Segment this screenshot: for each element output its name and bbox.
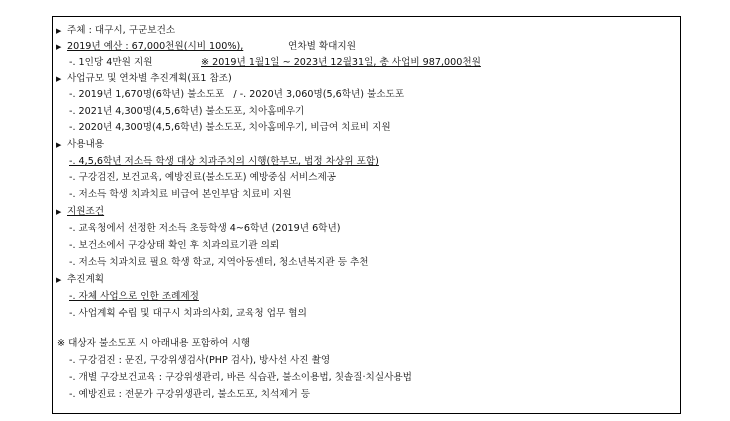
conditions-item-1: -. 교육청에서 선정한 저소득 초등학생 4~6학년 (2019년 6학년): [69, 223, 341, 234]
bullet-marker: ▶: [56, 27, 62, 35]
note-item-3: -. 예방진료 : 전문가 구강위생관리, 불소도포, 치석제거 등: [69, 389, 311, 400]
conditions-item-2: -. 보건소에서 구강상태 확인 후 치과의료기관 의뢰: [69, 240, 280, 251]
note-heading: ※ 대상자 불소도포 시 아래내용 포함하여 시행: [57, 338, 251, 349]
plan-heading: 추진계획: [67, 274, 105, 285]
scale-item-1: -. 2019년 1,670명(6학년) 불소도포 / -. 2020년 3,060명(5,6학년) 불소도포: [69, 89, 405, 100]
bullet-marker: ▶: [56, 141, 62, 149]
budget-line-underlined: 2019년 예산 : 67,000천원(시비 100%),: [67, 41, 244, 52]
conditions-item-3: -. 저소득 치과치료 필요 학생 학교, 지역아동센터, 청소년복지관 등 추천: [69, 257, 369, 268]
note-item-1: -. 구강검진 : 문진, 구강위생검사(PHP 검사), 방사선 사진 촬영: [69, 355, 331, 366]
period-total-note: ※ 2019년 1월1일 ~ 2023년 12월31일, 총 사업비 987,000천원: [201, 57, 481, 68]
usage-item-1: -. 4,5,6학년 저소득 학생 대상 치과주치의 시행(한부모, 법정 차상위 포함): [69, 156, 379, 167]
conditions-heading: 지원조건: [67, 206, 105, 217]
bullet-marker: ▶: [56, 75, 62, 83]
scale-item-3: -. 2020년 4,300명(4,5,6학년) 불소도포, 치아홈메우기, 비급여 치료비 지원: [69, 122, 391, 133]
per-person-line: -. 1인당 4만원 지원: [69, 57, 153, 68]
bullet-marker: ▶: [56, 208, 62, 216]
scale-heading: 사업규모 및 연차별 추진계획(표1 참조): [67, 73, 232, 84]
bullet-marker: ▶: [56, 276, 62, 284]
subject-line: 주체 : 대구시, 구군보건소: [67, 25, 176, 36]
plan-item-2: -. 사업계획 수립 및 대구시 치과의사회, 교육청 업무 협의: [69, 308, 307, 319]
plan-item-1: -. 자체 사업으로 인한 조례제정: [69, 291, 199, 302]
usage-item-3: -. 저소득 학생 치과치료 비급여 본인부담 치료비 지원: [69, 189, 292, 200]
document-box: [52, 16, 681, 414]
usage-heading: 사용내용: [67, 139, 105, 150]
scale-item-2: -. 2021년 4,300명(4,5,6학년) 불소도포, 치아홈메우기: [69, 106, 305, 117]
bullet-marker: ▶: [56, 43, 62, 51]
note-item-2: -. 개별 구강보건교육 : 구강위생관리, 바른 식습관, 불소이용법, 칫솔질·치실사용법: [69, 372, 412, 383]
usage-item-2: -. 구강검진, 보건교육, 예방진료(불소도포) 예방중심 서비스제공: [69, 172, 337, 183]
budget-line-rest: 연차별 확대지원: [285, 41, 356, 52]
